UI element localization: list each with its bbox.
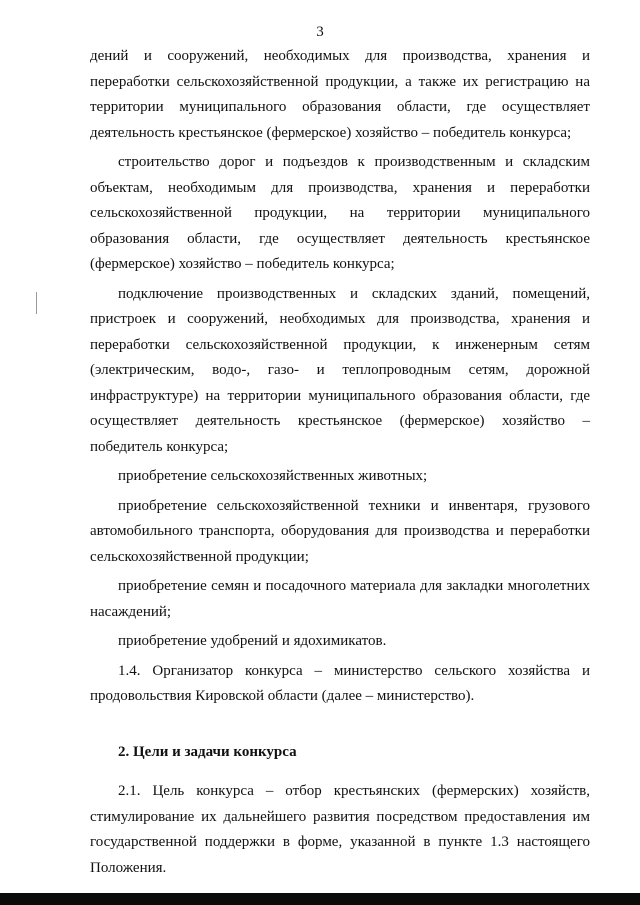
page-number: 3: [316, 24, 324, 40]
document-body: [90, 44, 590, 885]
paragraph-machinery: приобретение сельскохозяйственной техники и инвентаря, грузового автомобильного транспорта, оборудования для производства и переработки сельскохозяйственной продукции;: [90, 497, 590, 565]
paragraph-connection: подключение производственных и складских зданий, помещений, пристроек и сооружений, необходимых для производства, хранения и переработки сельскохозяйственной продукции, к инженерным сетям (электрическим, водо-, газо- и теплопроводным сетям, дорожной инфраструктуре) на территории муниципального образования области, где осуществляет деятельность крестьянское (фермерское) хозяйство – победитель конкурса;: [90, 285, 590, 455]
section-heading: 2. Цели и задачи конкурса: [118, 743, 297, 760]
paragraph-fertilizers: приобретение удобрений и ядохимикатов.: [118, 633, 387, 649]
paragraph-animals: приобретение сельскохозяйственных животных;: [118, 468, 428, 484]
bottom-border: [0, 893, 640, 905]
paragraph-seeds: приобретение семян и посадочного материала для закладки многолетних насаждений;: [90, 578, 590, 620]
paragraph-organizer: 1.4. Организатор конкурса – министерство сельского хозяйства и продовольствия Кировской области (далее – министерство).: [90, 662, 590, 704]
paragraph-continuation: дений и сооружений, необходимых для производства, хранения и переработки сельскохозяйственной продукции, а также их регистрацию на территории муниципального образования области, где осуществляет деятельность крестьянское (фермерское) хозяйство – победитель конкурса;: [90, 48, 590, 141]
margin-mark: [36, 292, 37, 314]
paragraph-goal: 2.1. Цель конкурса – отбор крестьянских (фермерских) хозяйств, стимулирование их дальнейшего развития посредством предоставления им государственной поддержки в форме, указанной в пункте 1.3 настоящего Положения.: [90, 783, 590, 876]
paragraph-roads: строительство дорог и подъездов к производственным и складским объектам, необходимым для производства, хранения и переработки сельскохозяйственной продукции, на территории муниципального образования области, где осуществляет деятельность крестьянское (фермерское) хозяйство – победитель конкурса;: [90, 154, 590, 272]
